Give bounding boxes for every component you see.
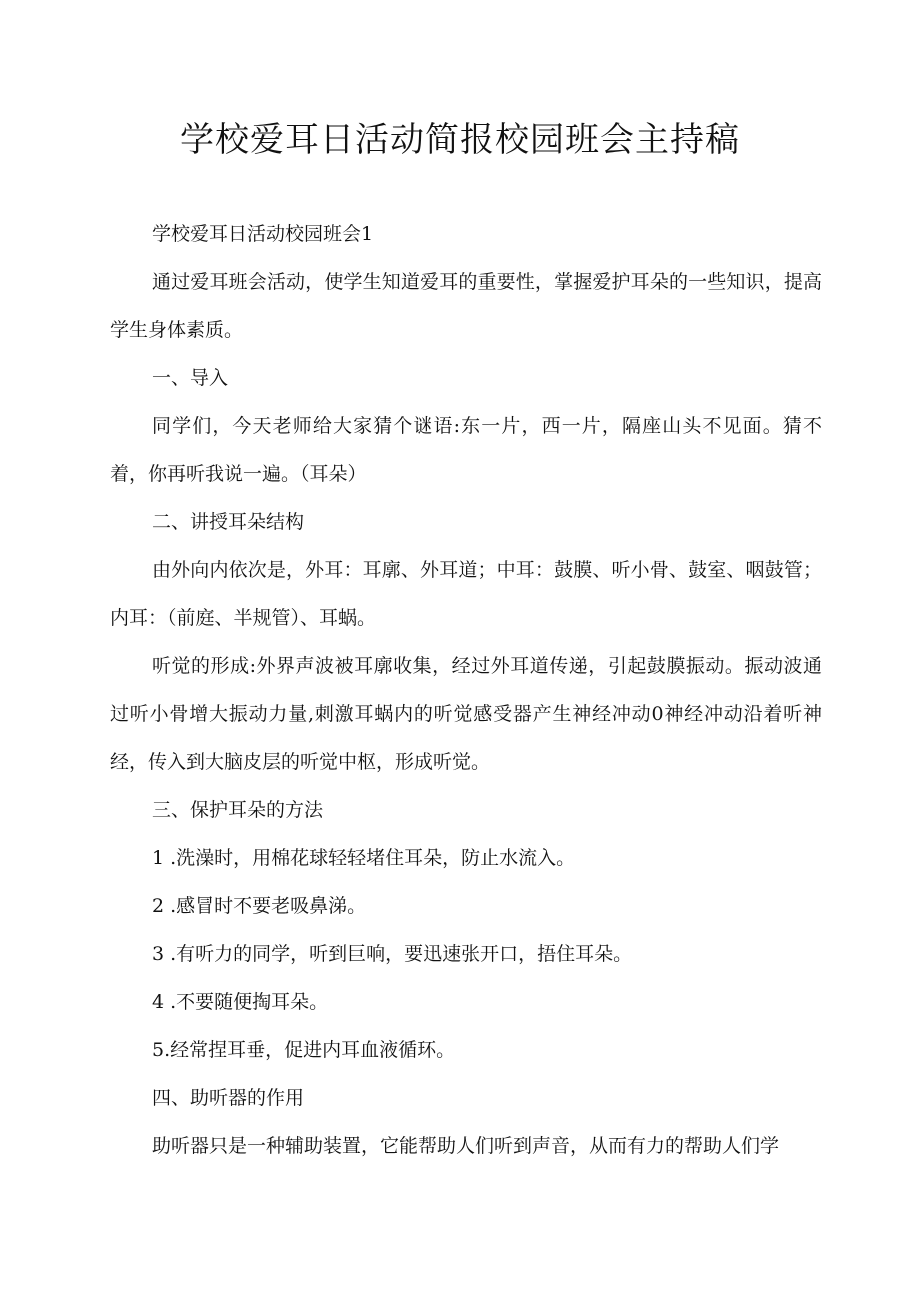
paragraph-ear-parts: 由外向内依次是，外耳：耳廓、外耳道；中耳：鼓膜、听小骨、鼓室、咽鼓管；内耳：（前庭、半规管）、耳蜗。	[110, 559, 822, 629]
paragraph-riddle: 同学们，今天老师给大家猜个谜语:东一片，西一片，隔座山头不见面。猜不着，你再听我说一遍。（耳朵）	[110, 415, 822, 485]
paragraph-hearing-formation: 听觉的形成:外界声波被耳廓收集，经过外耳道传递，引起鼓膜振动。振动波通过听小骨增大振动力量,刺激耳蜗内的听觉感受器产生神经冲动0神经冲动沿着听神经，传入到大脑皮层的听觉中枢，形成听觉。	[110, 655, 822, 773]
heading-hearing-aid: 四、助听器的作用	[152, 1087, 305, 1109]
heading-ear-protection: 三、保护耳朵的方法	[152, 799, 324, 821]
list-item-2: 2 .感冒时不要老吸鼻涕。	[152, 895, 367, 917]
section-heading-1: 学校爱耳日活动校园班会1	[152, 223, 374, 245]
heading-ear-structure: 二、讲授耳朵结构	[152, 511, 305, 533]
paragraph-hearing-aid: 助听器只是一种辅助装置，它能帮助人们听到声音，从而有力的帮助人们学	[152, 1135, 780, 1157]
list-item-4: 4 .不要随便掏耳朵。	[152, 991, 329, 1013]
list-item-5: 5.经常捏耳垂，促进内耳血液循环。	[152, 1039, 456, 1061]
list-item-1: 1 .洗澡时，用棉花球轻轻堵住耳朵，防止水流入。	[152, 847, 576, 869]
list-item-3: 3 .有听力的同学，听到巨响，要迅速张开口，捂住耳朵。	[152, 943, 633, 965]
document-title: 学校爱耳日活动简报校园班会主持稿	[180, 120, 740, 160]
document-body	[110, 210, 822, 1170]
heading-introduction: 一、导入	[152, 367, 229, 389]
paragraph-purpose: 通过爱耳班会活动，使学生知道爱耳的重要性，掌握爱护耳朵的一些知识，提高学生身体素质。	[110, 271, 822, 341]
